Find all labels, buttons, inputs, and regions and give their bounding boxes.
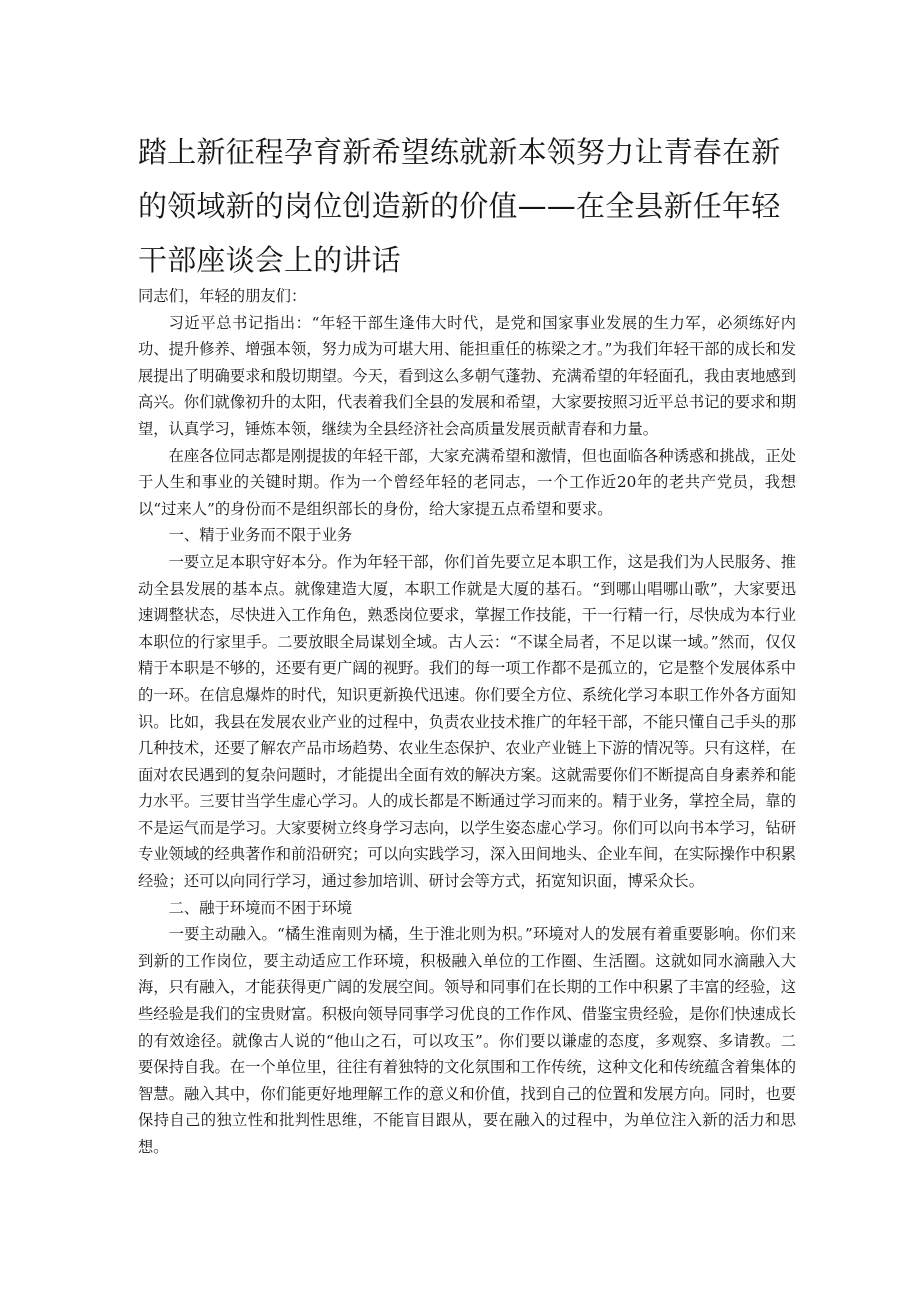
paragraph-section-1: 一要立足本职守好本分。作为年轻干部，你们首先要立足本职工作，这是我们为人民服务、推动全县发展的基本点。就像建造大厦，本职工作就是大厦的基石。“到哪山唱哪山歌”，大家要迅速调整状态，尽快进入工作角色，熟悉岗位要求，掌握工作技能，干一行精一行，尽快成为本行业本职位的行家里手。二要放眼全局谋划全域。古人云：“不谋全局者，不足以谋一域。”然而，仅仅精于本职是不够的，还要有更广阔的视野。我们的每一项工作都不是孤立的，它是整个发展体系中的一环。在信息爆炸的时代，知识更新换代迅速。你们要全方位、系统化学习本职工作外各方面知识。比如，我县在发展农业产业的过程中，负责农业技术推广的年轻干部，不能只懂自己手头的那几种技术，还要了解农产品市场趋势、农业生态保护、农业产业链上下游的情况等。只有这样，在面对农民遇到的复杂问题时，才能提出全面有效的解决方案。这就需要你们不断提高自身素养和能力水平。三要甘当学生虚心学习。人的成长都是不断通过学习而来的。精于业务，掌控全局，靠的不是运气而是学习。大家要树立终身学习志向，以学生姿态虚心学习。你们可以向书本学习，钻研专业领域的经典著作和前沿研究；可以向实践学习，深入田间地头、企业车间，在实际操作中积累经验；还可以向同行学习，通过参加培训、研讨会等方式，拓宽知识面，博采众长。 bbox=[138, 552, 796, 891]
section-heading-2: 二、融于环境而不困于环境 bbox=[168, 898, 353, 917]
paragraph-expectations: 在座各位同志都是刚提拔的年轻干部，大家充满希望和激情，但也面临各种诱惑和挑战，正处于人生和事业的关键时期。作为一个曾经年轻的老同志，一个工作近20年的老共产党员，我想以“过来人”的身份而不是组织部长的身份，给大家提五点希望和要求。 bbox=[138, 446, 796, 518]
paragraph-intro: 习近平总书记指出：“年轻干部生逢伟大时代，是党和国家事业发展的生力军，必须练好内功、提升修养、增强本领，努力成为可堪大用、能担重任的栋梁之才。”为我们年轻干部的成长和发展提出了明确要求和殷切期望。今天，看到这么多朝气蓬勃、充满希望的年轻面孔，我由衷地感到高兴。你们就像初升的太阳，代表着我们全县的发展和希望，大家要按照习近平总书记的要求和期望，认真学习，锤炼本领，继续为全县经济社会高质量发展贡献青春和力量。 bbox=[138, 313, 796, 438]
paragraph-section-2: 一要主动融入。“橘生淮南则为橘，生于淮北则为枳。”环境对人的发展有着重要影响。你们来到新的工作岗位，要主动适应工作环境，积极融入单位的工作圈、生活圈。这就如同水滴融入大海，只有融入，才能获得更广阔的发展空间。领导和同事们在长期的工作中积累了丰富的经验，这些经验是我们的宝贵财富。积极向领导同事学习优良的工作作风、借鉴宝贵经验，是你们快速成长的有效途径。就像古人说的“他山之石，可以攻玉”。你们要以谦虚的态度，多观察、多请教。二要保持自我。在一个单位里，往往有着独特的文化氛围和工作传统，这种文化和传统蕴含着集体的智慧。融入其中，你们能更好地理解工作的意义和价值，找到自己的位置和发展方向。同时，也要保持自己的独立性和批判性思维，不能盲目跟从，要在融入的过程中，为单位注入新的活力和思想。 bbox=[138, 925, 796, 1156]
document-body bbox=[138, 283, 796, 1161]
section-heading-1: 一、精于业务而不限于业务 bbox=[168, 526, 353, 545]
greeting: 同志们，年轻的朋友们： bbox=[138, 287, 307, 305]
document-title: 踏上新征程孕育新希望练就新本领努力让青春在新的领域新的岗位创造新的价值——在全县新任年轻干部座谈会上的讲话 bbox=[138, 135, 781, 277]
